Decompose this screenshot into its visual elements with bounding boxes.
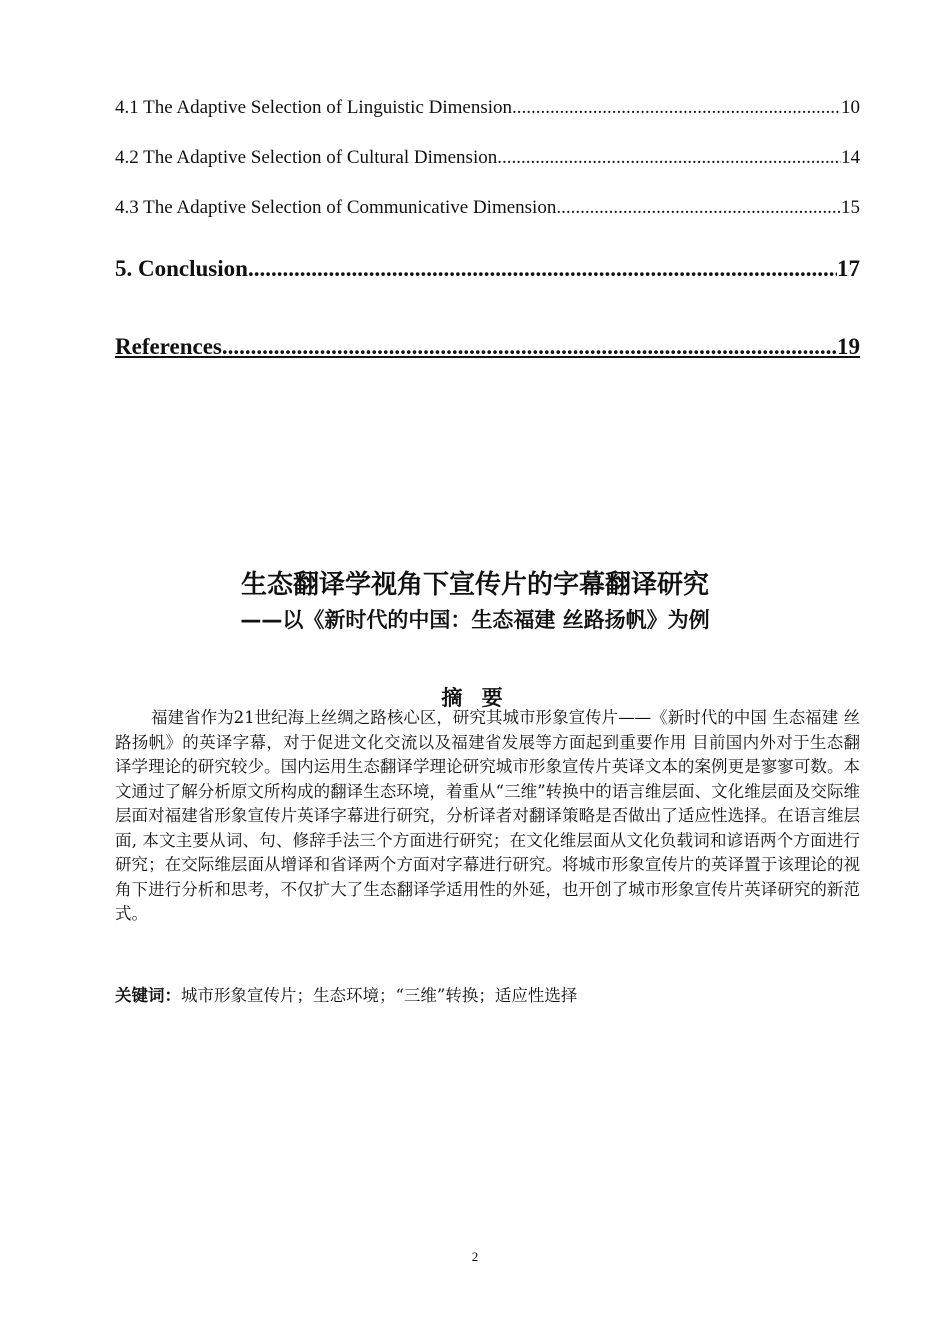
toc-entry-label: References (115, 334, 222, 359)
toc-leader-dots (556, 197, 841, 219)
toc-entry-references[interactable] (115, 334, 860, 360)
toc-entry-page: 10 (841, 97, 860, 118)
page-number: 2 (471, 1249, 479, 1264)
toc-entry-label: 4.1 The Adaptive Selection of Linguistic Dimension (115, 97, 513, 118)
toc-entry-page: 19 (837, 334, 860, 359)
keywords (115, 982, 860, 1006)
toc-entry-page: 15 (841, 197, 860, 218)
toc-entry-4-2[interactable] (115, 147, 860, 169)
toc-entry-page: 17 (837, 256, 860, 281)
keywords-label: 关键词： (115, 986, 181, 1005)
toc-leader-dots (512, 97, 841, 119)
thesis-title: 生态翻译学视角下宣传片的字幕翻译研究 (240, 570, 709, 600)
abstract-body: 福建省作为21世纪海上丝绸之路核心区，研究其城市形象宣传片——《新时代的中国 生态福建 丝路扬帆》的英译字幕，对于促进文化交流以及福建省发展等方面起到重要作用 目前国内外对于生态翻译学理论的研究较少。国内运用生态翻译学理论研究城市形象宣传片英译文本的案例更是寥寥可数。本文通过了解分析原文所构成的翻译生态环境，着重从“三维”转换中的语言维层面、文化维层面及交际维层面对福建省形象宣传片英译字幕进行研究，分析译者对翻译策略是否做出了适应性选择。在语言维层面, 本文主要从词、句、修辞手法三个方面进行研究；在文化维层面从文化负载词和谚语两个方面进行研究；在交际维层面从增译和省译两个方面对字幕进行研究。将城市形象宣传片的英译置于该理论的视角下进行分析和思考，不仅扩大了生态翻译学适用性的外延，也开创了城市形象宣传片英译研究的新范式。 (115, 708, 860, 923)
toc-entry-label: 5. Conclusion (115, 256, 248, 281)
abstract-heading: 摘 要 (441, 686, 509, 710)
toc-entry-label: 4.3 The Adaptive Selection of Communicative Dimension (115, 197, 557, 218)
toc-entry-4-1[interactable] (115, 97, 860, 119)
keywords-text: 城市形象宣传片；生态环境；“三维”转换；适应性选择 (181, 986, 578, 1005)
toc-entry-4-3[interactable] (115, 197, 860, 219)
thesis-subtitle: ——以《新时代的中国：生态福建 丝路扬帆》为例 (240, 608, 710, 632)
toc-leader-dots (497, 147, 841, 169)
toc-leader-dots (248, 256, 837, 282)
toc-entry-page: 14 (841, 147, 860, 168)
toc-entry-label: 4.2 The Adaptive Selection of Cultural Dimension (115, 147, 498, 168)
toc-leader-dots (222, 334, 837, 360)
toc-entry-conclusion[interactable] (115, 256, 860, 282)
